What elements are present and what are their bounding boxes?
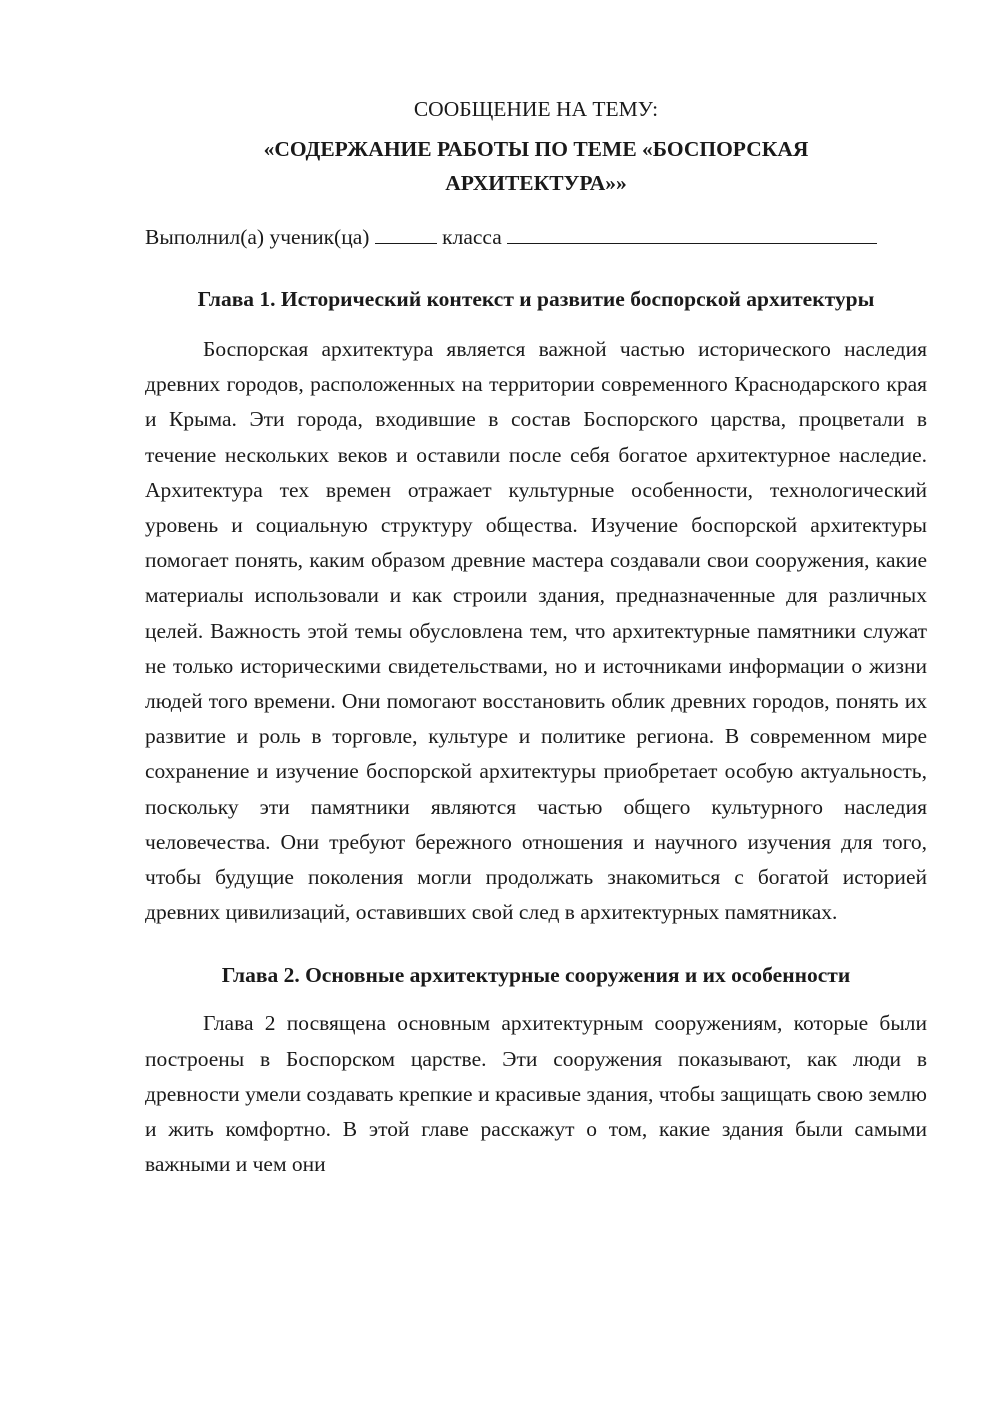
heading-main: «СОДЕРЖАНИЕ РАБОТЫ ПО ТЕМЕ «БОСПОРСКАЯ АРХИТЕКТУРА»» (263, 137, 809, 195)
signature-line (145, 220, 927, 254)
document-page (145, 92, 927, 1182)
grade-blank (375, 223, 437, 244)
name-blank (507, 223, 877, 244)
heading-top: СООБЩЕНИЕ НА ТЕМУ: (413, 97, 659, 121)
chapter-1-text: Боспорская архитектура является важной частью исторического наследия древних городов, расположенных на территории современного Краснодарского края и Крыма. Эти города, входившие в состав Боспорского царства, процветали в течение нескольких веков и оставили после себя богатое архитектурное наследие. Архитектура тех времен отражает культурные особенности, технологический уровень и социальную структуру общества. Изучение боспорской архитектуры помогает понять, каким образом древние мастера создавали свои сооружения, какие материалы использовали и как строили здания, предназначенные для различных целей. Важность этой темы обусловлена тем, что архитектурные памятники служат не только историческими свидетельствами, но и источниками информации о жизни людей того времени. Они помогают восстановить облик древних городов, понять их развитие и роль в торговле, культуре и политике региона. В современном мире сохранение и изучение боспорской архитектуры приобретает особую актуальность, поскольку эти памятники являются частью общего культурного наследия человечества. Они требуют бережного отношения и научного изучения для того, чтобы будущие поколения могли продолжать знакомиться с богатой историей древних цивилизаций, оставивших свой след в архитектурных памятниках. (145, 337, 927, 925)
class-label: класса (442, 225, 502, 249)
chapter-2-title: Глава 2. Основные архитектурные сооружения и их особенности (221, 963, 851, 988)
chapter-1-title: Глава 1. Исторический контекст и развитие боспорской архитектуры (197, 287, 875, 311)
performed-by-label: Выполнил(а) ученик(ца) (145, 225, 370, 249)
chapter-2-text: Глава 2 посвящена основным архитектурным сооружениям, которые были построены в Боспорском царстве. Эти сооружения показывают, как люди в древности умели создавать крепкие и красивые здания, чтобы защищать свою землю и жить комфортно. В этой главе расскажут о том, какие здания были самыми важными и чем они (145, 1011, 927, 1177)
